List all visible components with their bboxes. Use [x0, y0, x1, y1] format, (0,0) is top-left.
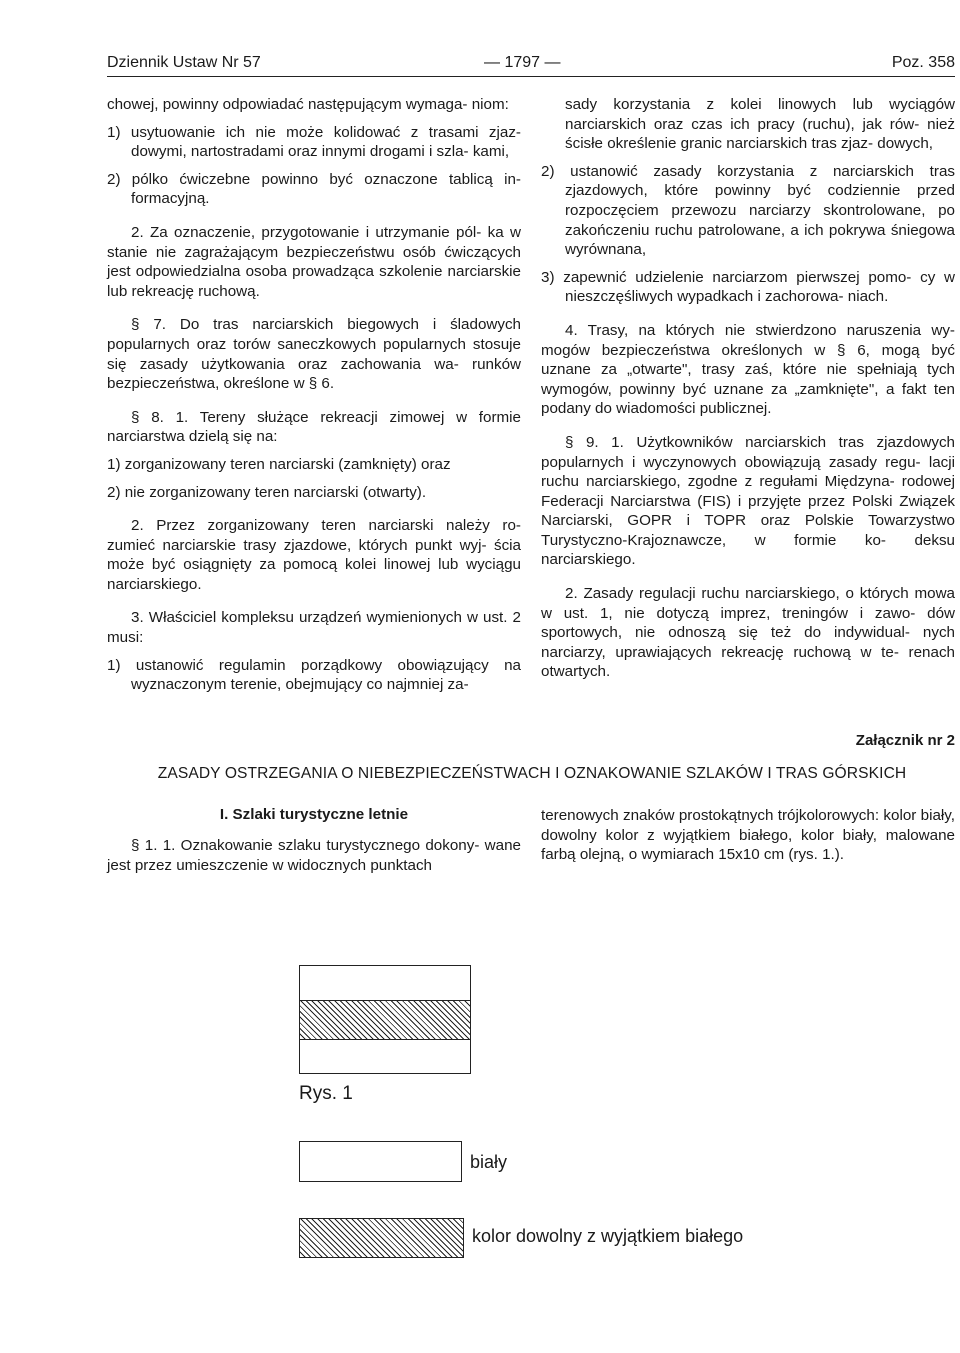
paragraph: § 1. 1. Oznakowanie szlaku turystycznego dokony- wane jest przez umieszczenie w widocznych punktach — [107, 837, 521, 874]
legend-white-swatch — [299, 1141, 462, 1182]
white-stripe-top — [299, 965, 471, 1001]
paragraph: § 7. Do tras narciarskich biegowych i śladowych popularnych oraz torów saneczkowych popularnych stosuje się zasady użytkowania oraz zachowania wa- runków bezpieczeństwa, określone w § 6. — [107, 316, 521, 393]
paragraph: chowej, powinny odpowiadać następującym wymaga- niom: — [107, 96, 509, 113]
section-text-right — [541, 806, 955, 865]
colored-stripe — [299, 1000, 471, 1040]
list-item: 2) nie zorganizowany teren narciarski (otwarty). — [107, 483, 427, 501]
list-item: 1) usytuowanie ich nie może kolidować z trasami zjaz- dowymi, nartostradami oraz innymi drogami i szla- kami, — [107, 123, 521, 161]
paragraph: 3. Właściciel kompleksu urządzeń wymienionych w ust. 2 musi: — [107, 609, 521, 647]
legend-white-label: biały — [470, 1152, 508, 1172]
right-column — [541, 95, 955, 682]
trail-sign-figure — [299, 965, 471, 1074]
paragraph: § 8. 1. Tereny służące rekreacji zimowej w formie narciarstwa dzielą się na: — [107, 408, 521, 446]
paragraph: 4. Trasy, na których nie stwierdzono naruszenia wy- mogów bezpieczeństwa określonych w § 6, mogą być uznane za „otwarte", trasy zaś, które nie spełniają tych wymogów, powinny być uznane za „zamknięte", a fakt ten podany do wiadomości publicznej. — [541, 321, 955, 418]
legend-color-label: kolor dowolny z wyjątkiem białego — [472, 1226, 744, 1246]
list-item: 1) zorganizowany teren narciarski (zamknięty) oraz — [107, 455, 451, 473]
paragraph: § 9. 1. Użytkowników narciarskich tras zjazdowych popularnych i wyczynowych obowiązują zasady regu- lacji ruchu narciarskiego, zgodne z regułami Międzyna- rodowej Federacji Narciarstwa (FIS) i przyjęte przez Polski Związek Narciarski, GOPR i TOPR oraz Polskie Towarzystwo Turystyczno-Krajoznawcze, w formie ko- deksu narciarskiego. — [541, 433, 955, 569]
list-item: 2) ustanowić zasady korzystania z narciarskich tras zjazdowych, które powinny być codziennie przed rozpoczęciem przewozu narciarzy skontrolowane, po zakończeniu ruchu patrolowane, a ich pokrywa śniegowa wyrównana, — [541, 162, 955, 259]
legend-color-swatch — [299, 1218, 464, 1258]
list-item: 3) zapewnić udzielenie narciarzom pierwszej pomo- cy w nieszczęśliwych wypadkach i zachorowa- niach. — [541, 268, 955, 306]
list-item: 2) pólko ćwiczebne powinno być oznaczone tablicą in- formacyjną. — [107, 170, 521, 208]
paragraph: 2. Zasady regulacji ruchu narciarskiego, o których mowa w ust. 1, nie dotyczą imprez, treningów i zawo- dów sportowych, nie odnoszą się też do indywidual- nych narciarzy, uprawiających rekreację ruchową w te- renach otwartych. — [541, 585, 955, 681]
paragraph: terenowych znaków prostokątnych trójkolorowych: kolor biały, dowolny kolor z wyjątkiem białego, kolor biały, malowane farbą olejną, o wymiarach 15x10 cm (rys. 1.). — [541, 807, 955, 864]
header-rule — [107, 76, 955, 77]
journal-name: Dziennik Ustaw Nr 57 — [107, 54, 261, 71]
paragraph: 2. Za oznaczenie, przygotowanie i utrzymanie pól- ka w stanie nie zagrażającym bezpieczeństwu osób ćwiczących jest odpowiedzialna osoba prowadząca szkolenie narciarskie lub rekreację ruchową. — [107, 223, 521, 300]
figure-caption: Rys. 1 — [299, 1083, 353, 1104]
page-number: — 1797 — — [484, 54, 561, 71]
paragraph: 2. Przez zorganizowany teren narciarski należy ro- zumieć narciarskie trasy zjazdowe, których punkt wyj- ścia może być osiągnięty za pomocą kolei linowej lub wyciągu narciarskiego. — [107, 517, 521, 593]
attachment-label: Załącznik nr 2 — [855, 732, 955, 749]
section-text-left — [107, 836, 521, 875]
attachment-heading-text: ZASADY OSTRZEGANIA O NIEBEZPIECZEŃSTWACH I OZNAKOWANIE SZLAKÓW I TRAS GÓRSKICH — [157, 765, 907, 782]
section-title: I. Szlaki turystyczne letnie — [219, 806, 409, 823]
left-column — [107, 95, 521, 695]
list-item-continuation: sady korzystania z kolei linowych lub wyciągów narciarskich oraz czas ich pracy (ruchu), jak rów- nież ścisłe określenie granic narciarskich tras zjaz- dowych, — [565, 96, 955, 153]
position-number: Poz. 358 — [891, 54, 955, 71]
attachment-heading — [0, 765, 960, 783]
list-item: 1) ustanowić regulamin porządkowy obowiązujący na wyznaczonym terenie, obejmujący co najmniej za- — [107, 656, 521, 694]
white-stripe-bottom — [299, 1039, 471, 1074]
